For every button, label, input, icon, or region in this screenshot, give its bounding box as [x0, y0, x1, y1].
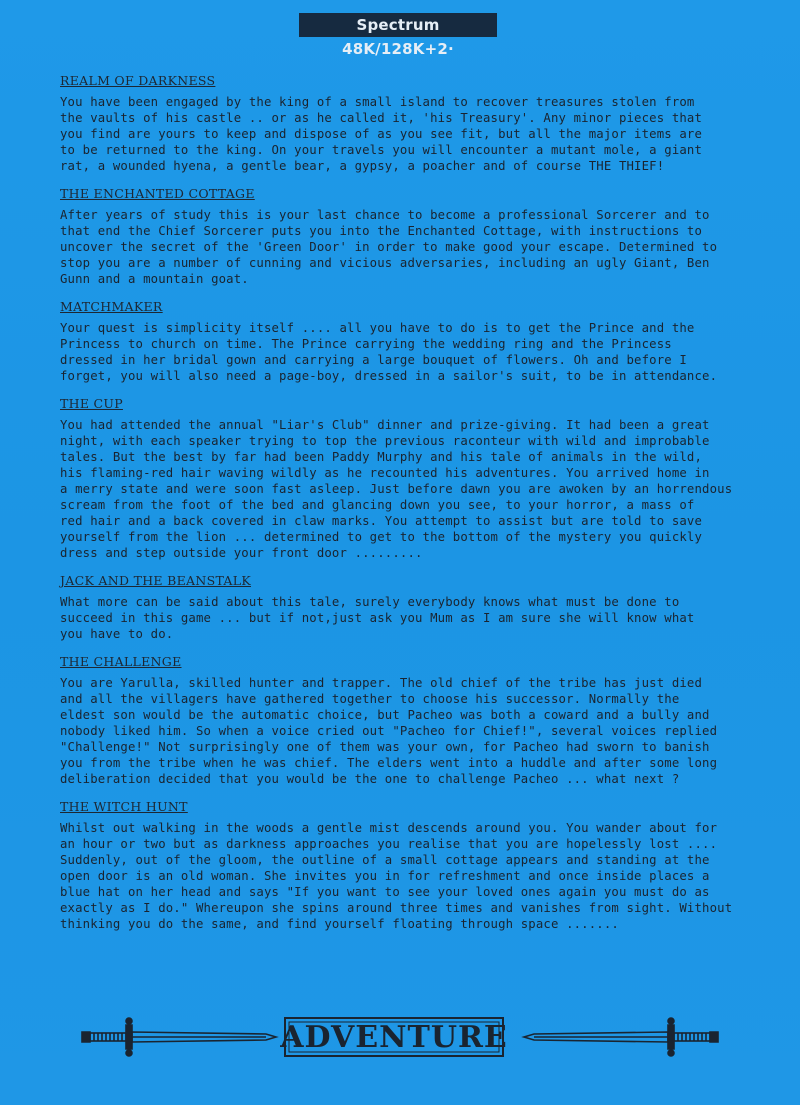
section-the-challenge [60, 654, 785, 787]
section-body: Your quest is simplicity itself .... all you have to do is to get the Prince and the Princess to church on time. The Prince carrying the wedding ring and the Princess dressed in her bridal gown and carrying a large bouquet of flowers. Oh and before I forget, you will also need a page-boy, dressed in a sailor's suit, to be in attendance. [60, 321, 718, 383]
game-descriptions [60, 73, 785, 944]
section-jack-and-the-beanstalk [60, 573, 785, 642]
section-body: You had attended the annual "Liar's Club" dinner and prize-giving. It had been a great night, with each speaker trying to top the previous raconteur with wild and improbable tales. But the best by far had been Paddy Murphy and his tale of animals in the wild, his flaming-red hair waving wildly as he recounted his adventures. You arrived home in a merry state and were soon fast asleep. Just before dawn you are awoken by an horrendous scream from the foot of the bed and glancing down you see, to your horror, a mass of red hair and a back covered in claw marks. You attempt to assist but are told to save yourself from the lion ... determined to get to the bottom of the mystery you quickly dress and step outside your front door ......... [60, 418, 733, 560]
section-body: What more can be said about this tale, surely everybody knows what must be done to succeed in this game ... but if not,just ask you Mum as I am sure she will know what you have to do. [60, 595, 695, 641]
section-the-cup [60, 396, 785, 561]
logo-banner-svg [80, 1012, 720, 1062]
section-title: REALM OF DARKNESS [60, 73, 216, 88]
adventure-logo-banner [80, 1012, 720, 1062]
section-matchmaker [60, 299, 785, 384]
sword-right-icon [524, 1018, 718, 1056]
section-title: THE ENCHANTED COTTAGE [60, 186, 255, 201]
section-body: You are Yarulla, skilled hunter and trapper. The old chief of the tribe has just died and all the villagers have gathered together to choose his successor. Normally the eldest son would be the automatic choice, but Pacheo was both a coward and a bully and nobody liked him. So when a voice cried out "Pacheo for Chief!", several voices replied "Challenge!" Not surprisingly one of them was your own, for Pacheo had sworn to banish you from the tribe when he was chief. The elders went into a huddle and after some long deliberation decided that you would be the one to challenge Pacheo ... what next ? [60, 676, 718, 786]
section-title: THE CUP [60, 396, 123, 411]
section-body: You have been engaged by the king of a small island to recover treasures stolen from the vaults of his castle .. or as he called it, 'his Treasury'. Any minor pieces that you find are yours to keep and dispose of as you see fit, but all the major items are to be returned to the king. On your travels you will encounter a mutant mole, a giant rat, a wounded hyena, a gentle bear, a gypsy, a poacher and of course THE THIEF! [60, 95, 703, 173]
section-title: MATCHMAKER [60, 299, 163, 314]
section-body: After years of study this is your last chance to become a professional Sorcerer and to that end the Chief Sorcerer puts you into the Enchanted Cottage, with instructions to uncover the secret of the 'Green Door' in order to make good your escape. Determined to stop you are a number of cunning and vicious adversaries, including an ugly Giant, Ben Gunn and a mountain goat. [60, 208, 718, 286]
section-enchanted-cottage [60, 186, 785, 287]
adventure-logo [279, 1018, 508, 1056]
logo-text: ADVENTURE [280, 1020, 508, 1055]
section-title: THE WITCH HUNT [60, 799, 188, 814]
section-body: Whilst out walking in the woods a gentle mist descends around you. You wander about for an hour or two but as darkness approaches you realise that you are hopelessly lost .... Suddenly, out of the gloom, the outline of a small cottage appears and standing at the open door is an old woman. She invites you in for refreshment and once inside places a blue hat on her head and says "If you want to see your loved ones again you must do as exactly as I do." Whereupon she spins around three times and vanishes from sight. Without thinking you do the same, and find yourself floating through space ....... [60, 821, 733, 931]
section-realm-of-darkness [60, 73, 785, 174]
section-the-witch-hunt [60, 799, 785, 932]
section-title: THE CHALLENGE [60, 654, 182, 669]
platform-badge: Spectrum 48K/128K+2· [299, 13, 497, 37]
sword-left-icon [82, 1018, 276, 1056]
section-title: JACK AND THE BEANSTALK [60, 573, 251, 588]
